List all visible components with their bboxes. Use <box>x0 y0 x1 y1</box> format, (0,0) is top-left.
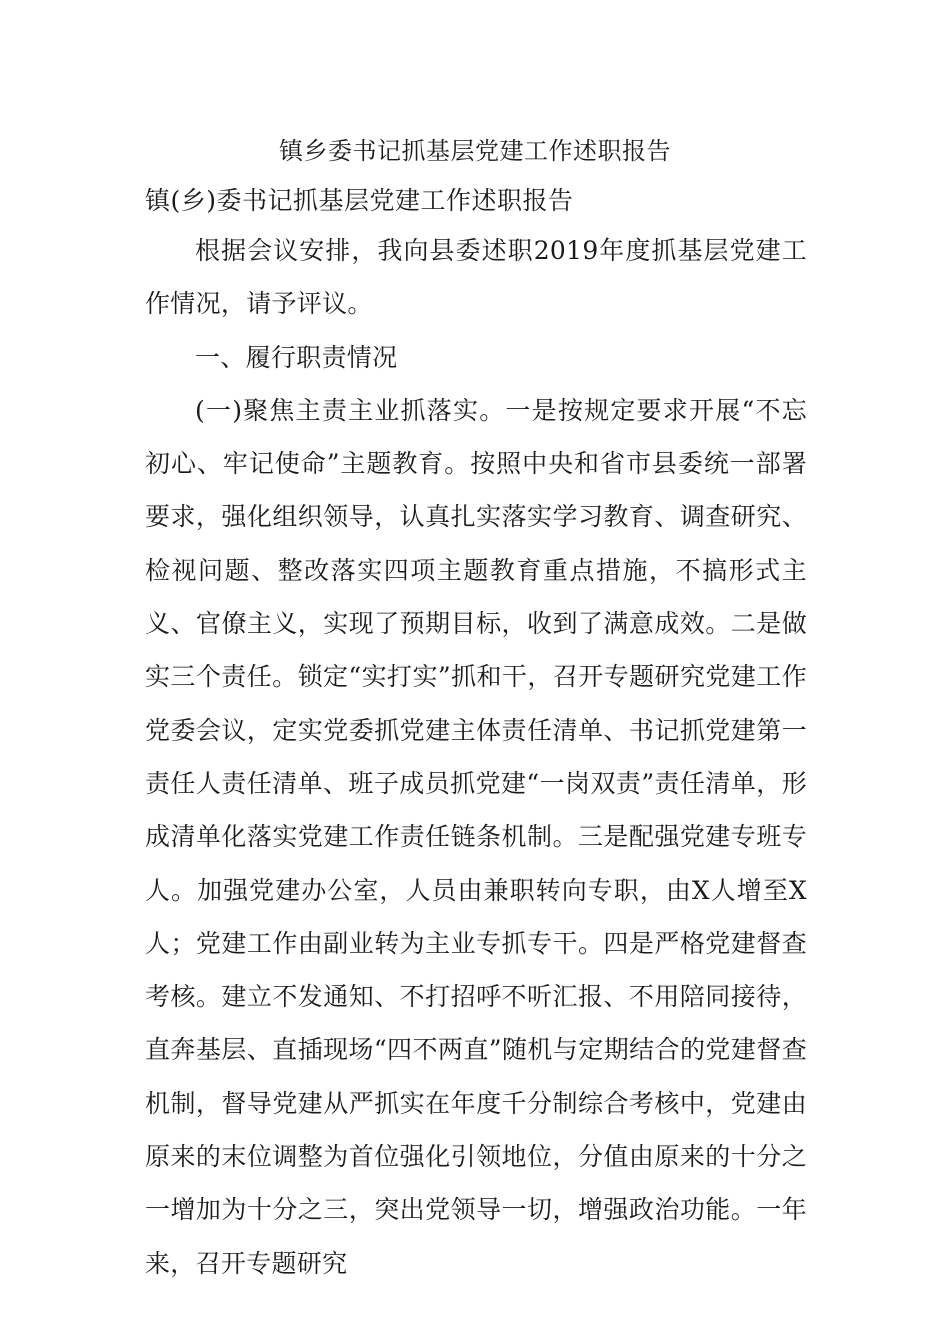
paragraph-main: (一)聚焦主责主业抓落实。一是按规定要求开展“不忘初心、牢记使命”主题教育。按照中央和省市县委统一部署要求，强化组织领导，认真扎实落实学习教育、调查研究、检视问题、整改落实四项主题教育重点措施，不搞形式主义、官僚主义，实现了预期目标，收到了满意成效。二是做实三个责任。锁定“实打实”抓和干，召开专题研究党建工作党委会议，定实党委抓党建主体责任清单、书记抓党建第一责任人责任清单、班子成员抓党建“一岗双责”责任清单，形成清单化落实党建工作责任链条机制。三是配强党建专班专人。加强党建办公室，人员由兼职转向专职，由X人增至X人；党建工作由副业转为主业专抓专干。四是严格党建督查考核。建立不发通知、不打招呼不听汇报、不用陪同接待，直奔基层、直插现场“四不两直”随机与定期结合的党建督查机制，督导党建从严抓实在年度千分制综合考核中，党建由原来的末位调整为首位强化引领地位，分值由原来的十分之一增加为十分之三，突出党领导一切，增强政治功能。一年来，召开专题研究 <box>145 395 807 1278</box>
document-subtitle: 镇(乡)委书记抓基层党建工作述职报告 <box>145 186 574 215</box>
section-heading: 一、履行职责情况 <box>195 342 398 372</box>
document-title: 镇乡委书记抓基层党建工作述职报告 <box>279 137 671 165</box>
document-body <box>145 224 807 1290</box>
paragraph-intro: 根据会议安排，我向县委述职2019年度抓基层党建工作情况，请予评议。 <box>145 236 807 319</box>
